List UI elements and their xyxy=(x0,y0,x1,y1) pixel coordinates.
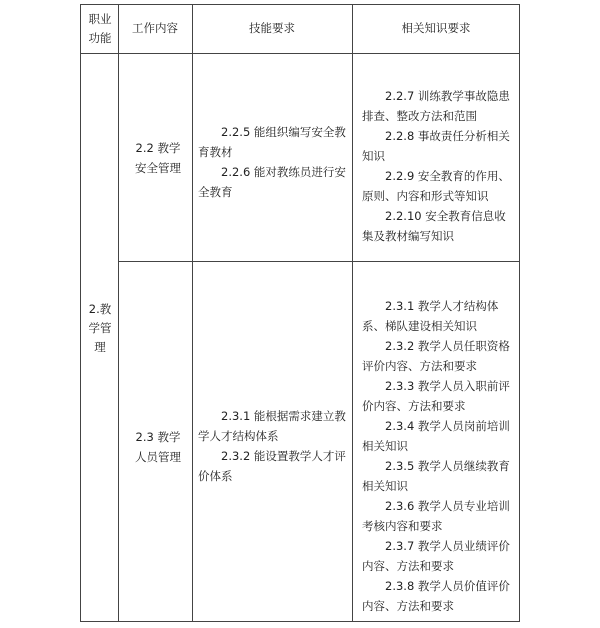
col-divider-2 xyxy=(192,4,193,622)
knowledge-item: 2.2.7 训练教学事故隐患排查、整改方法和范围 xyxy=(362,89,510,123)
skill-item: 2.2.6 能对教练员进行安全教育 xyxy=(198,165,346,199)
knowledge-item: 2.3.6 教学人员专业培训考核内容和要求 xyxy=(362,499,510,533)
knowledge-item: 2.3.7 教学人员业绩评价内容、方法和要求 xyxy=(362,539,510,573)
knowledge-personnel xyxy=(362,296,512,616)
knowledge-item: 2.3.2 教学人员任职资格评价内容、方法和要求 xyxy=(362,339,510,373)
table-border-left xyxy=(80,4,81,622)
header-work-content: 工作内容 xyxy=(132,21,178,35)
header-knowledge-requirements: 相关知识要求 xyxy=(401,21,471,35)
table-border-right xyxy=(519,4,520,622)
col-divider-1 xyxy=(118,4,119,622)
skills-personnel xyxy=(198,406,348,486)
section-label-teaching-management: 2.教学管理 xyxy=(88,302,112,354)
curriculum-table xyxy=(80,4,520,622)
skills-safety xyxy=(198,122,348,202)
work-content-personnel: 2.3 教学人员管理 xyxy=(135,430,181,464)
table-border-top xyxy=(80,4,520,5)
knowledge-item: 2.3.1 教学人才结构体系、梯队建设相关知识 xyxy=(362,299,499,333)
work-content-safety: 2.2 教学安全管理 xyxy=(135,141,181,175)
header-career-function: 职业功能 xyxy=(88,12,112,45)
skill-item: 2.2.5 能组织编写安全教育教材 xyxy=(198,125,346,159)
row-divider xyxy=(118,261,520,262)
table-border-bottom xyxy=(80,621,520,622)
knowledge-item: 2.3.5 教学人员继续教育相关知识 xyxy=(362,459,510,493)
header-skill-requirements: 技能要求 xyxy=(249,21,295,35)
knowledge-item: 2.3.4 教学人员岗前培训相关知识 xyxy=(362,419,510,453)
skill-item: 2.3.2 能设置教学人才评价体系 xyxy=(198,449,346,483)
knowledge-item: 2.3.8 教学人员价值评价内容、方法和要求 xyxy=(362,579,510,613)
knowledge-item: 2.2.9 安全教育的作用、原则、内容和形式等知识 xyxy=(362,169,510,203)
header-divider xyxy=(80,53,520,54)
skill-item: 2.3.1 能根据需求建立教学人才结构体系 xyxy=(198,409,346,443)
knowledge-item: 2.2.8 事故责任分析相关知识 xyxy=(362,129,510,163)
knowledge-item: 2.3.3 教学人员入职前评价内容、方法和要求 xyxy=(362,379,510,413)
col-divider-3 xyxy=(352,4,353,622)
knowledge-safety xyxy=(362,86,512,246)
knowledge-item: 2.2.10 安全教育信息收集及教材编写知识 xyxy=(362,209,506,243)
